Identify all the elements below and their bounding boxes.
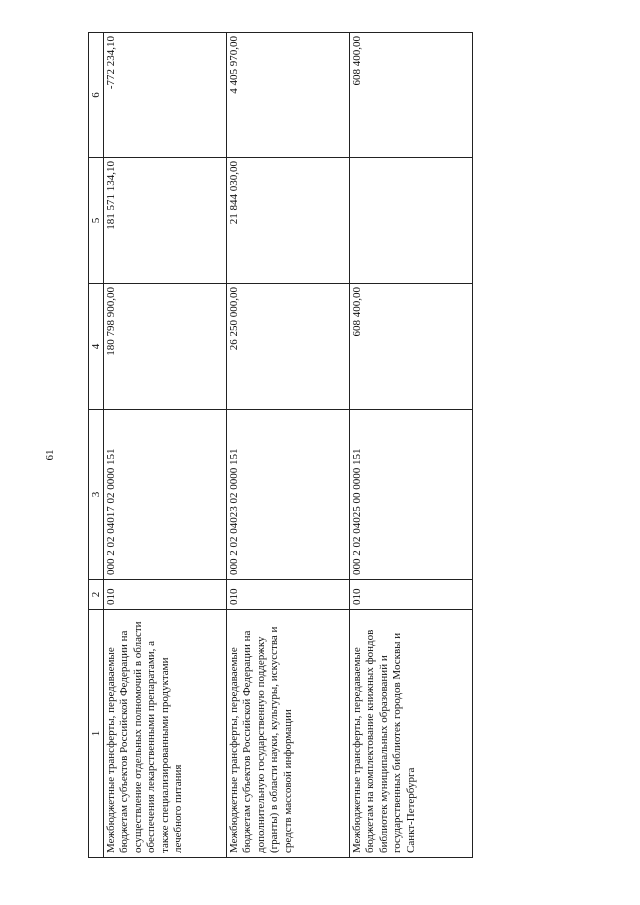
row-budget-code: 000 2 02 04023 02 0000 151 bbox=[227, 410, 350, 580]
row-name: Межбюджетные трансферты, передаваемые бюджетам субъектов Российской Федерации на осуществление отдельных полномочий в области обеспечения лекарственными препаратами, а также специализированными продуктами лечебного питания bbox=[104, 610, 227, 858]
header-cell: 5 bbox=[89, 158, 104, 284]
row-admin-code: 010 bbox=[104, 580, 227, 610]
row-name: Межбюджетные трансферты, передаваемые бюджетам субъектов Российской Федерации на дополнительную государственную поддержку (гранты) в области науки, культуры, искусства и средств массовой информации bbox=[227, 610, 350, 858]
header-cell: 6 bbox=[89, 33, 104, 158]
transfers-table bbox=[88, 32, 473, 858]
header-cell: 3 bbox=[89, 410, 104, 580]
table-row bbox=[104, 33, 227, 858]
row-amount-4: 180 798 900,00 bbox=[104, 284, 227, 410]
page-number: 61 bbox=[44, 449, 56, 461]
row-budget-code: 000 2 02 04017 02 0000 151 bbox=[104, 410, 227, 580]
table-row bbox=[350, 33, 473, 858]
row-name: Межбюджетные трансферты, передаваемые бюджетам на комплектование книжных фондов библиотек муниципальных образований и государственных библиотек городов Москвы и Санкт-Петербурга bbox=[350, 610, 473, 858]
row-amount-6: 608 400,00 bbox=[350, 33, 473, 158]
header-cell: 2 bbox=[89, 580, 104, 610]
row-amount-4: 608 400,00 bbox=[350, 284, 473, 410]
row-budget-code: 000 2 02 04025 00 0000 151 bbox=[350, 410, 473, 580]
header-cell: 4 bbox=[89, 284, 104, 410]
row-admin-code: 010 bbox=[350, 580, 473, 610]
rotated-table-container bbox=[88, 33, 473, 858]
table-row bbox=[227, 33, 350, 858]
header-cell: 1 bbox=[89, 610, 104, 858]
row-amount-4: 26 250 000,00 bbox=[227, 284, 350, 410]
row-amount-5: 21 844 030,00 bbox=[227, 158, 350, 284]
row-amount-5 bbox=[350, 158, 473, 284]
row-amount-5: 181 571 134,10 bbox=[104, 158, 227, 284]
row-admin-code: 010 bbox=[227, 580, 350, 610]
table-header-row bbox=[89, 33, 104, 858]
row-amount-6: -772 234,10 bbox=[104, 33, 227, 158]
row-amount-6: 4 405 970,00 bbox=[227, 33, 350, 158]
